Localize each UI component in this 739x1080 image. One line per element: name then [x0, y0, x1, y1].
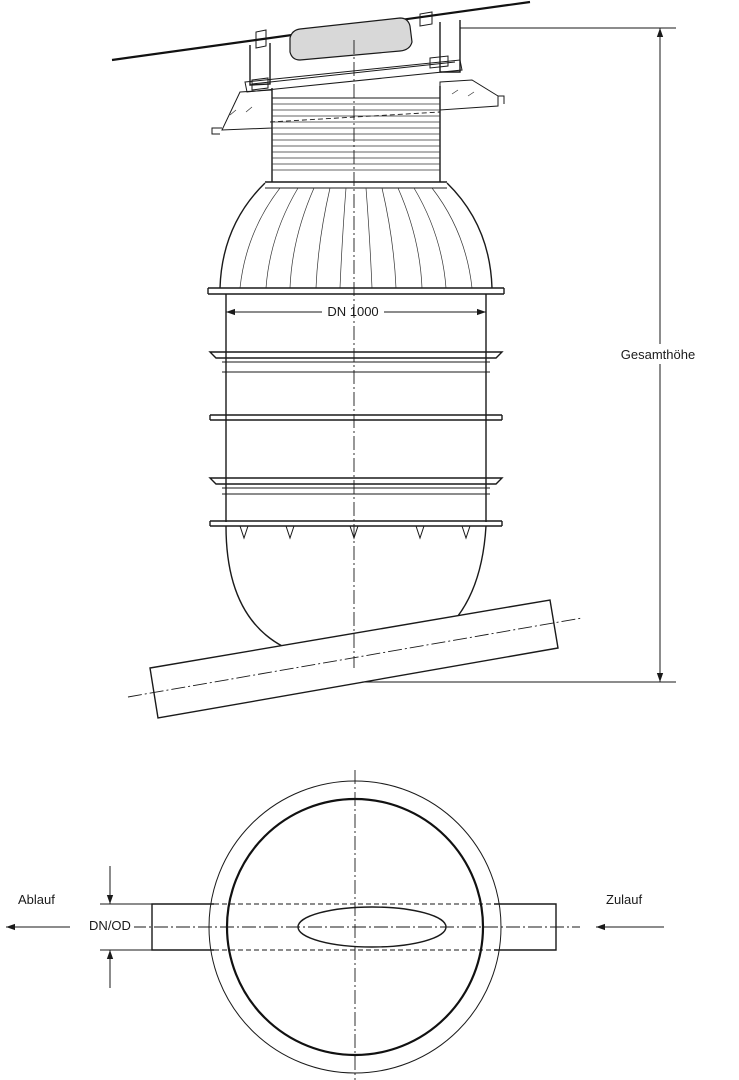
lid: [290, 18, 412, 60]
shaft-body: [210, 294, 502, 538]
outlet-label: Ablauf: [18, 892, 55, 907]
cone-section: [208, 183, 504, 294]
height-dimension: [362, 28, 706, 682]
dn-dimension: [226, 302, 486, 320]
height-label: Gesamthöhe: [620, 347, 696, 362]
plan-view: [6, 770, 664, 1080]
inlet-label: Zulauf: [606, 892, 643, 907]
elevation-view: [112, 2, 706, 718]
dn-label: DN 1000: [327, 304, 379, 319]
telescope-tube: [265, 86, 447, 182]
sloped-pipe: [128, 600, 582, 718]
pipe-dim-label: DN/OD: [89, 918, 131, 933]
